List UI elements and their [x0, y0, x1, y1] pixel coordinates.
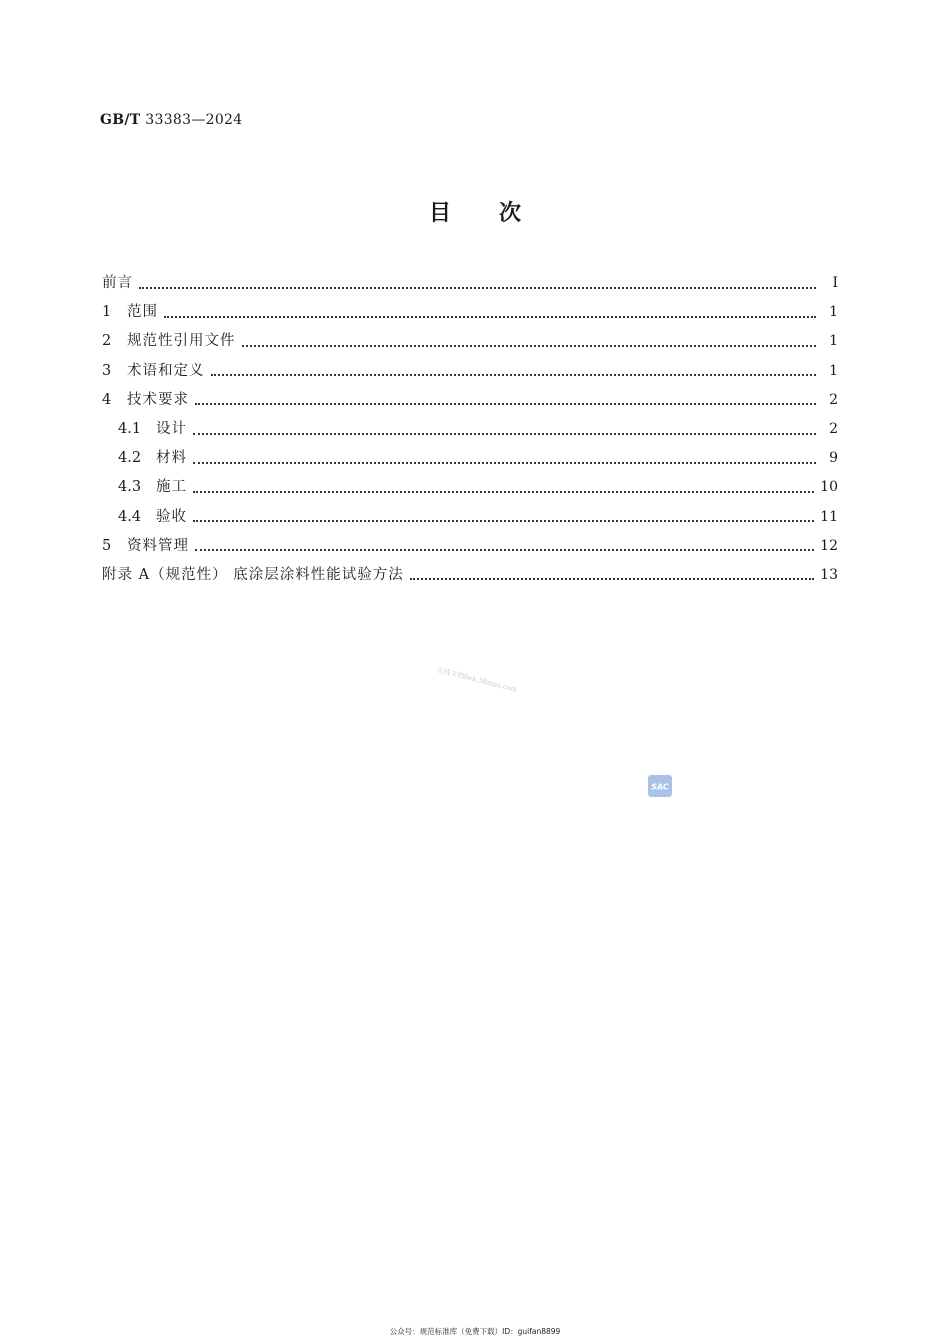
toc-entry[interactable] [102, 388, 838, 417]
toc-entry-label: 附录 A（规范性） 底涂层涂料性能试验方法 [102, 566, 404, 583]
toc-entry-page: 13 [820, 566, 838, 583]
toc-entry[interactable] [102, 359, 838, 388]
toc-leader-dots [211, 374, 817, 376]
toc-entry[interactable] [102, 329, 838, 358]
toc-entry-page: 10 [820, 479, 838, 496]
toc-entry-page: 1 [829, 333, 838, 350]
sac-logo-text: SAC [651, 782, 669, 792]
toc-entry-number: 1 [102, 304, 112, 321]
toc-entry[interactable] [102, 446, 838, 475]
toc-leader-dots [164, 316, 816, 318]
toc-entry-label: 技术要求 [127, 391, 189, 408]
toc-leader-dots [193, 491, 814, 493]
toc-entry-page: Ⅰ [832, 275, 838, 291]
toc-entry-page: 12 [820, 537, 838, 554]
toc-leader-dots [195, 549, 814, 551]
toc-entry-number: 4.4 [118, 508, 142, 525]
toc-entry-number: 3 [102, 362, 112, 379]
toc-leader-dots [139, 287, 816, 289]
footer-note: 公众号：规范标准库（免费下载）ID：guifan8899 [389, 1327, 561, 1336]
toc-entry-label: 设计 [156, 420, 187, 437]
toc-entry[interactable] [102, 505, 838, 534]
toc-entry-page: 2 [829, 391, 838, 408]
toc-entry-number: 5 [102, 537, 112, 554]
table-of-contents [102, 271, 838, 592]
toc-entry-number: 4 [102, 391, 112, 408]
toc-entry-label: 验收 [156, 508, 187, 525]
toc-entry-label: 施工 [156, 479, 187, 496]
standard-number: 33383—2024 [145, 112, 243, 128]
toc-entry-label: 前言 [102, 275, 133, 291]
toc-entry-label: 范围 [127, 304, 158, 321]
toc-entry-page: 11 [820, 508, 838, 525]
toc-entry[interactable] [102, 534, 838, 563]
toc-title: 目次 [428, 201, 569, 226]
toc-leader-dots [195, 403, 816, 405]
toc-leader-dots [193, 462, 816, 464]
toc-entry[interactable] [102, 300, 838, 329]
toc-entry-label: 材料 [156, 450, 187, 467]
standard-prefix: GB/T [100, 112, 141, 128]
toc-entry-number: 4.1 [118, 420, 142, 437]
standard-code [100, 112, 242, 128]
toc-entry[interactable] [102, 475, 838, 504]
toc-entry-page: 2 [829, 420, 838, 437]
toc-entry[interactable] [102, 271, 838, 300]
sac-logo-icon [648, 775, 672, 797]
toc-entry[interactable] [102, 563, 838, 592]
toc-entry-page: 1 [829, 304, 838, 321]
toc-entry-number: 2 [102, 333, 112, 350]
toc-entry-number: 4.3 [118, 479, 142, 496]
toc-entry-page: 9 [829, 450, 838, 467]
toc-entry-label: 资料管理 [127, 537, 189, 554]
toc-entry-label: 规范性引用文件 [127, 333, 236, 350]
toc-leader-dots [193, 433, 816, 435]
toc-leader-dots [242, 345, 817, 347]
toc-leader-dots [193, 520, 814, 522]
watermark-text: 在线文档fwk.58sms.com [435, 665, 519, 694]
toc-leader-dots [410, 578, 814, 580]
toc-entry-number: 4.2 [118, 450, 142, 467]
toc-entry[interactable] [102, 417, 838, 446]
toc-entry-label: 术语和定义 [127, 362, 205, 379]
toc-entry-page: 1 [829, 362, 838, 379]
